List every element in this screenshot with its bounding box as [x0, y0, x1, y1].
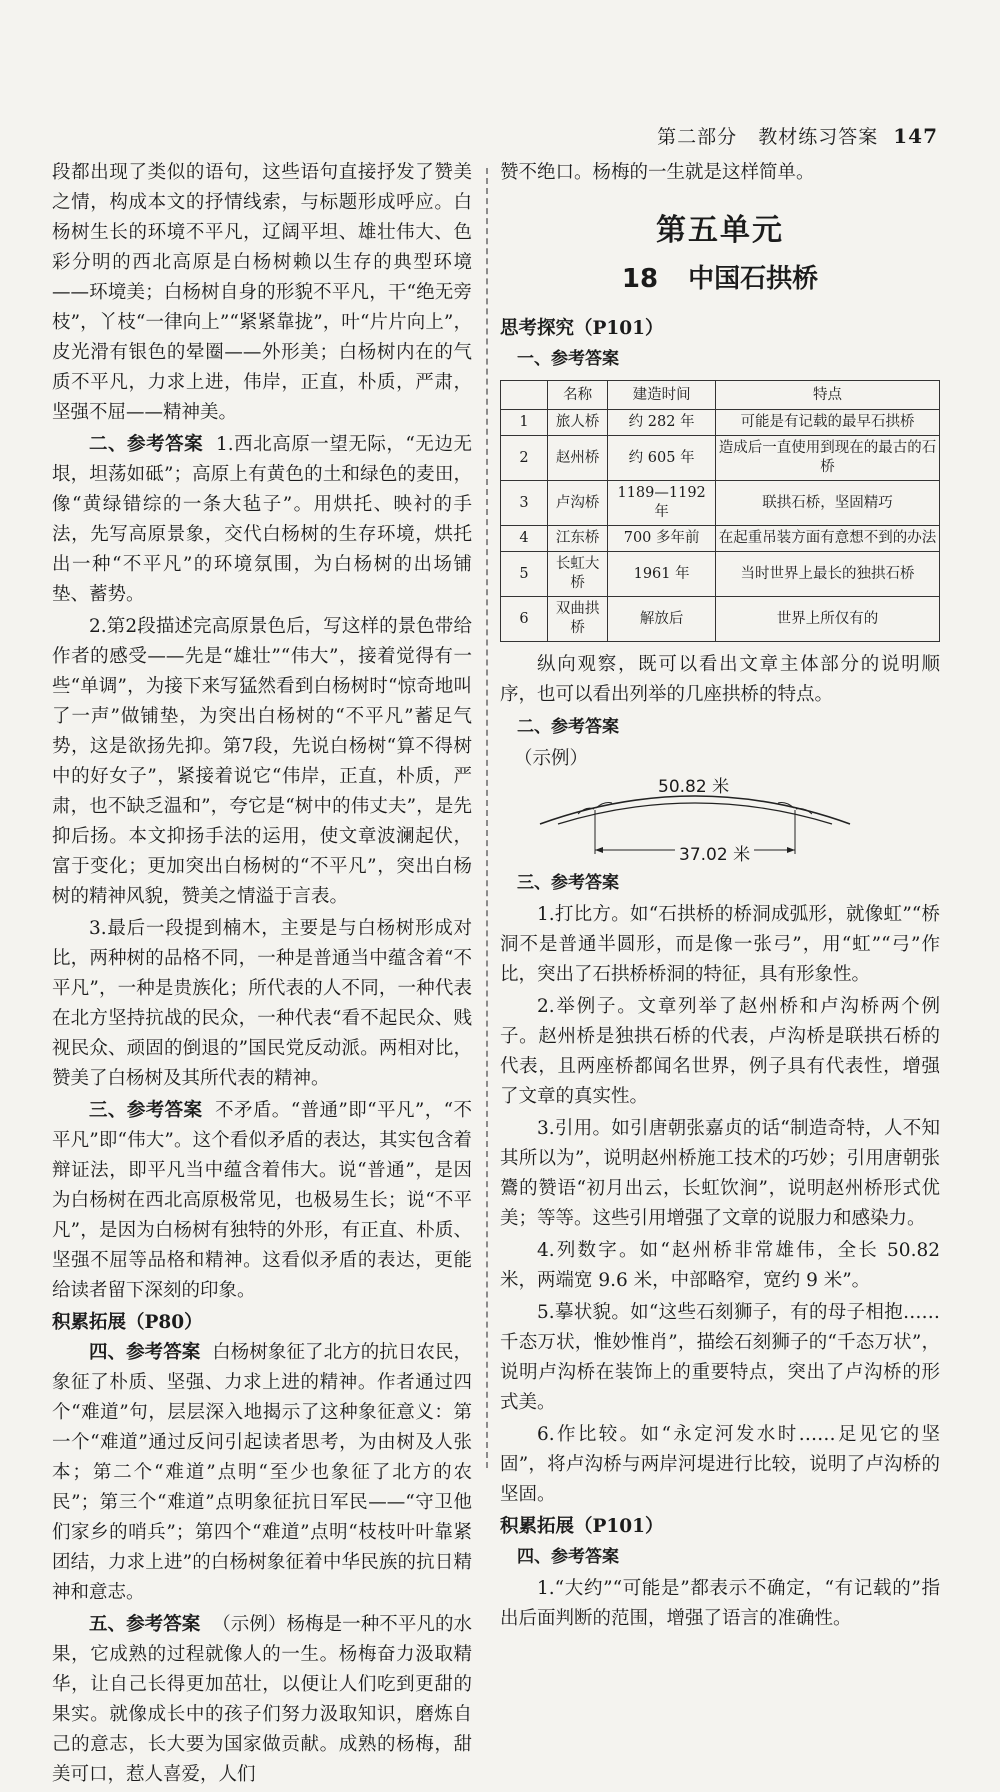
- answer-5: [52, 1610, 472, 1790]
- table-cell: 解放后: [608, 597, 716, 642]
- answer-4: [52, 1338, 472, 1608]
- arch-bridge-diagram: [500, 776, 940, 868]
- span-length-label: 50.82 米: [658, 777, 730, 797]
- paragraph: 2.举例子。文章列举了赵州桥和卢沟桥两个例子。赵州桥是独拱石桥的代表，卢沟桥是联拱石桥的代表，且两座桥都闻名世界，例子具有代表性，增强了文章的真实性。: [500, 996, 940, 1107]
- table-cell: 2: [501, 436, 548, 481]
- left-column: [52, 158, 472, 1792]
- table-cell: 联拱石桥，坚固精巧: [716, 481, 940, 526]
- paragraph: 赞不绝口。杨梅的一生就是这样简单。: [500, 162, 815, 183]
- column-divider: [486, 168, 488, 1468]
- table-header: [501, 381, 548, 410]
- table-cell: 700 多年前: [608, 526, 716, 552]
- answer-text: 不矛盾。“普通”即“平凡”，“不平凡”即“伟大”。这个看似矛盾的表达，其实包含着辩证法，即平凡当中蕴含着伟大。说“普通”，是因为白杨树在西北高原极常见，也极易生长；说“不平凡”，是因为白杨树有独特的外形，有正直、朴质、坚强不屈等品格和精神。这看似矛盾的表达，更能给读者留下深刻的印象。: [52, 1100, 472, 1301]
- table-cell: 长虹大桥: [548, 552, 608, 597]
- table-cell: 约 605 年: [608, 436, 716, 481]
- example-label: （示例）: [514, 748, 589, 769]
- table-cell: 造成后一直使用到现在的最古的石桥: [716, 436, 940, 481]
- running-title: [657, 122, 938, 149]
- lesson-number: 18: [621, 264, 659, 294]
- table-header: 建造时间: [608, 381, 716, 410]
- paragraph: 1.打比方。如“石拱桥的桥洞成弧形，就像虹”“桥洞不是普通半圆形，而是像一张弓”，用“虹”“弓”作比，突出了石拱桥桥洞的特征，具有形象性。: [500, 904, 940, 985]
- table-cell: 赵州桥: [548, 436, 608, 481]
- table-cell: 可能是有记载的最早石拱桥: [716, 410, 940, 436]
- table-cell: 在起重吊装方面有意想不到的办法: [716, 526, 940, 552]
- lesson-title: [500, 264, 940, 294]
- right-column: [500, 158, 940, 1636]
- lesson-name: 中国石拱桥: [688, 264, 819, 294]
- table-row: [501, 410, 940, 436]
- table-cell: 4: [501, 526, 548, 552]
- answer-label: 四、参考答案: [517, 1547, 619, 1567]
- answer-text: 1.西北高原一望无际，“无边无垠，坦荡如砥”；高原上有黄色的土和绿色的麦田，像“黄绿错综的一条大毡子”。用烘托、映衬的手法，先写高原景象，交代白杨树的生存环境，烘托出一种“不平凡”的环境氛围，为白杨树的出场铺垫、蓄势。: [52, 434, 472, 605]
- paragraph: 3.引用。如引唐朝张嘉贞的话“制造奇特，人不知其所以为”，说明赵州桥施工技术的巧妙；引用唐朝张鷟的赞语“初月出云，长虹饮涧”，说明赵州桥形式优美；等等。这些引用增强了文章的说服力和感染力。: [500, 1118, 940, 1229]
- answer-label: 二、参考答案: [517, 717, 619, 737]
- table-header: 名称: [548, 381, 608, 410]
- table-cell: 世界上所仅有的: [716, 597, 940, 642]
- table-row: [501, 597, 940, 642]
- table-cell: 双曲拱桥: [548, 597, 608, 642]
- paragraph: 3.最后一段提到楠木，主要是与白杨树形成对比，两种树的品格不同，一种是普通当中蕴含着“不平凡”，一种是贵族化；所代表的人不同，一种代表在北方坚持抗战的民众，一种代表“看不起民众、贱视民众、顽固的倒退的”国民党反动派。两相对比，赞美了白杨树及其所代表的精神。: [52, 918, 472, 1089]
- page-header: [0, 118, 1000, 158]
- bridge-table: [500, 380, 940, 642]
- explore-heading: 思考探究（P101）: [500, 318, 664, 339]
- section-label: 第二部分: [657, 126, 738, 148]
- table-cell: 旅人桥: [548, 410, 608, 436]
- paragraph: 6.作比较。如“永定河发水时……足见它的坚固”，将卢沟桥与两岸河堤进行比较，说明了卢沟桥的坚固。: [500, 1424, 940, 1505]
- table-header-row: [501, 381, 940, 410]
- table-cell: 3: [501, 481, 548, 526]
- answer-label: 三、参考答案: [517, 873, 619, 893]
- answer-label: 五、参考答案: [89, 1614, 201, 1635]
- extension-heading: 积累拓展（P101）: [500, 1516, 664, 1537]
- paragraph: 5.摹状貌。如“这些石刻狮子，有的母子相抱……千态万状，惟妙惟肖”，描绘石刻狮子的“千态万状”，说明卢沟桥在装饰上的重要特点，突出了卢沟桥的形式美。: [500, 1302, 940, 1413]
- answer-label: 四、参考答案: [89, 1342, 201, 1363]
- table-cell: 江东桥: [548, 526, 608, 552]
- page-number: 147: [893, 124, 938, 148]
- arch-width-label: 37.02 米: [675, 840, 754, 870]
- answer-3: [52, 1096, 472, 1306]
- extension-heading: 积累拓展（P80）: [52, 1312, 203, 1333]
- answer-label: 三、参考答案: [89, 1100, 203, 1121]
- table-cell: 6: [501, 597, 548, 642]
- book-part-label: 教材练习答案: [758, 126, 879, 148]
- table-row: [501, 481, 940, 526]
- answer-text: 白杨树象征了北方的抗日农民，象征了朴质、坚强、力求上进的精神。作者通过四个“难道”句，层层深入地揭示了这种象征意义：第一个“难道”通过反问引起读者思考，为由树及人张本；第二个“难道”点明“至少也象征了北方的农民”；第三个“难道”点明象征抗日军民——“守卫他们家乡的哨兵”；第四个“难道”点明“枝枝叶叶靠紧团结，力求上进”的白杨树象征着中华民族的抗日精神和意志。: [52, 1342, 472, 1603]
- paragraph: 纵向观察，既可以看出文章主体部分的说明顺序，也可以看出列举的几座拱桥的特点。: [500, 654, 940, 705]
- answer-label: 二、参考答案: [89, 434, 204, 455]
- table-cell: 卢沟桥: [548, 481, 608, 526]
- paragraph: 4.列数字。如“赵州桥非常雄伟，全长 50.82 米，两端宽 9.6 米，中部略窄，宽约 9 米”。: [500, 1240, 940, 1291]
- table-row: [501, 552, 940, 597]
- table-cell: 1961 年: [608, 552, 716, 597]
- table-cell: 约 282 年: [608, 410, 716, 436]
- table-header: 特点: [716, 381, 940, 410]
- table-cell: 5: [501, 552, 548, 597]
- table-cell: 当时世界上最长的独拱石桥: [716, 552, 940, 597]
- table-row: [501, 526, 940, 552]
- answer-label: 一、参考答案: [517, 349, 619, 369]
- unit-title: 第五单元: [656, 213, 784, 248]
- paragraph: 1.“大约”“可能是”都表示不确定，“有记载的”指出后面判断的范围，增强了语言的准确性。: [500, 1578, 940, 1629]
- paragraph: 2.第2段描述完高原景色后，写这样的景色带给作者的感受——先是“雄壮”“伟大”，接着觉得有一些“单调”，为接下来写猛然看到白杨树时“惊奇地叫了一声”做铺垫，为突出白杨树的“不平凡”蓄足气势，这是欲扬先抑。第7段，先说白杨树“算不得树中的好女子”，紧接着说它“伟岸，正直，朴质，严肃，也不缺乏温和”，夸它是“树中的伟丈夫”，是先抑后扬。本文抑扬手法的运用，使文章波澜起伏，富于变化；更加突出白杨树的“不平凡”，突出白杨树的精神风貌，赞美之情溢于言表。: [52, 616, 472, 907]
- table-row: [501, 436, 940, 481]
- table-cell: 1: [501, 410, 548, 436]
- answer-2: [52, 430, 472, 610]
- answer-text: （示例）杨梅是一种不平凡的水果，它成熟的过程就像人的一生。杨梅奋力汲取精华，让自己长得更加茁壮，以便让人们吃到更甜的果实。就像成长中的孩子们努力汲取知识，磨炼自己的意志，长大要为国家做贡献。成熟的杨梅，甜美可口，惹人喜爱，人们: [52, 1614, 472, 1785]
- paragraph: 段都出现了类似的语句，这些语句直接抒发了赞美之情，构成本文的抒情线索，与标题形成呼应。白杨树生长的环境不平凡，辽阔平坦、雄壮伟大、色彩分明的西北高原是白杨树赖以生存的典型环境——环境美；白杨树自身的形貌不平凡，干“绝无旁枝”，丫枝“一律向上”“紧紧靠拢”，叶“片片向上”，皮光滑有银色的晕圈——外形美；白杨树内在的气质不平凡，力求上进，伟岸，正直，朴质，严肃，坚强不屈——精神美。: [52, 162, 472, 423]
- table-cell: 1189—1192 年: [608, 481, 716, 526]
